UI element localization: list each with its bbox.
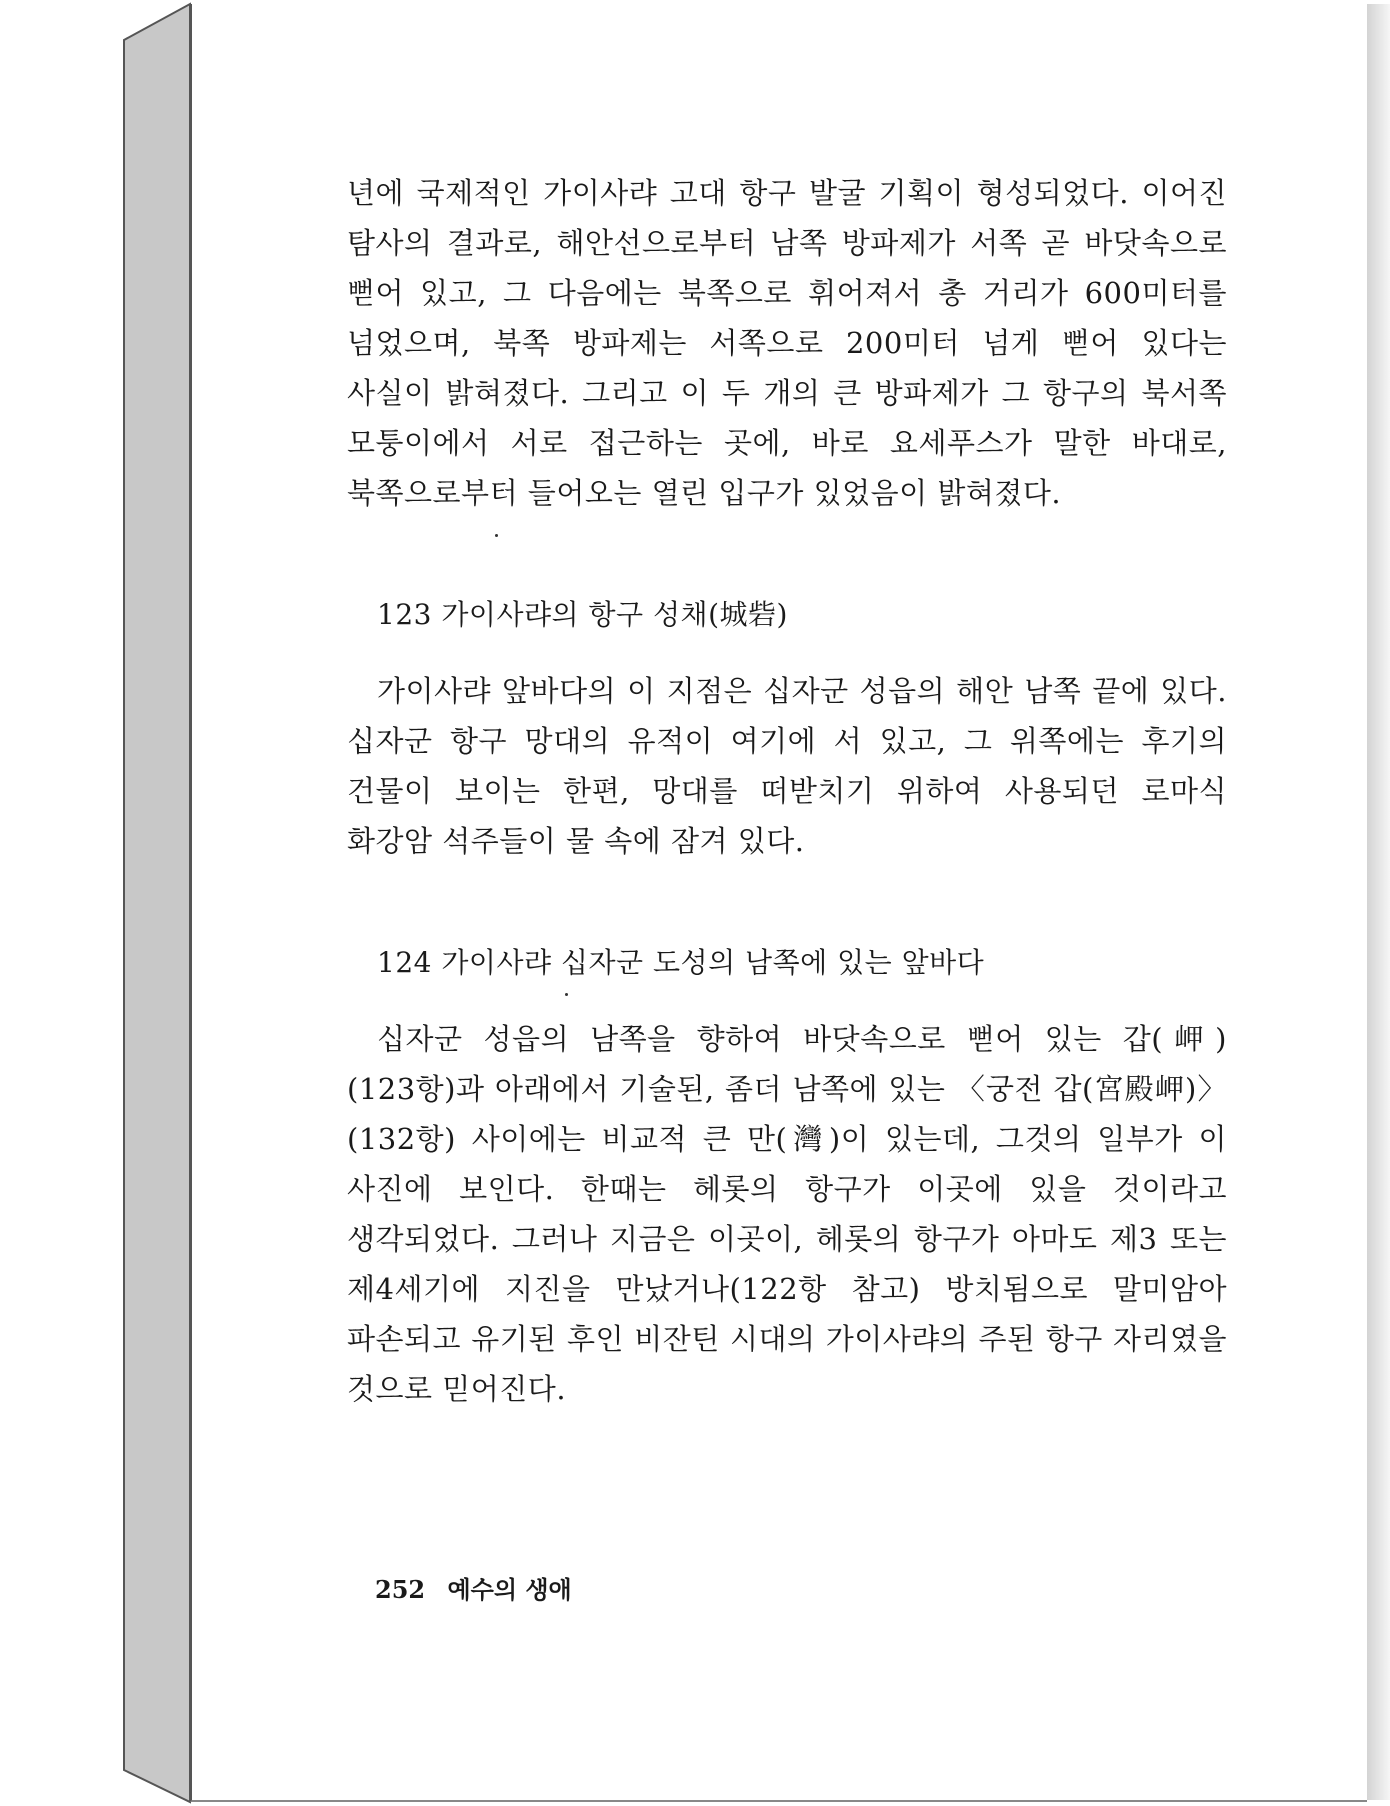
page-number: 252: [375, 1575, 426, 1604]
body-paragraph-1: 년에 국제적인 가이사랴 고대 항구 발굴 기획이 형성되었다. 이어진 탐사의 결과로, 해안선으로부터 남쪽 방파제가 서쪽 곧 바닷속으로 뻗어 있고, 그 다음에는 북쪽으로 휘어져서 총 거리가 600미터를 넘었으며, 북쪽 방파제는 서쪽으로 200미터 넘게 뻗어 있다는 사실이 밝혀졌다. 그리고 이 두 개의 큰 방파제가 그 항구의 북서쪽 모퉁이에서 서로 접근하는 곳에, 바로 요세푸스가 말한 바대로, 북쪽으로부터 들어오는 열린 입구가 있었음이 밝혀졌다.: [347, 176, 1227, 510]
book-spine: [0, 0, 200, 1806]
scan-speck: [565, 993, 568, 996]
section-caption-123: 123 가이사랴의 항구 성채(城砦): [377, 598, 788, 631]
page-content: [347, 168, 1227, 1414]
page-edge-shadow: [1365, 4, 1390, 1800]
running-title: 예수의 생애: [447, 1575, 572, 1604]
page-footer: [375, 1570, 586, 1605]
scan-speck: [495, 534, 498, 537]
section-caption-124: 124 가이사랴 십자군 도성의 남쪽에 있는 앞바다: [377, 946, 985, 979]
body-paragraph-2: 가이사랴 앞바다의 이 지점은 십자군 성읍의 해안 남쪽 끝에 있다. 십자군 항구 망대의 유적이 여기에 서 있고, 그 위쪽에는 후기의 건물이 보이는 한편, 망대를 떠받치기 위하여 사용되던 로마식 화강암 석주들이 물 속에 잠겨 있다.: [347, 674, 1227, 858]
body-paragraph-3: 십자군 성읍의 남쪽을 향하여 바닷속으로 뻗어 있는 갑(岬) (123항)과 아래에서 기술된, 좀더 남쪽에 있는 〈궁전 갑(宮殿岬)〉(132항) 사이에는 비교적 큰 만(灣)이 있는데, 그것의 일부가 이 사진에 보인다. 한때는 헤롯의 항구가 이곳에 있을 것이라고 생각되었다. 그러나 지금은 이곳이, 헤롯의 항구가 아마도 제3 또는 제4세기에 지진을 만났거나(122항 참고) 방치됨으로 말미암아 파손되고 유기된 후인 비잔틴 시대의 가이사랴의 주된 항구 자리였을 것으로 믿어진다.: [347, 1022, 1227, 1406]
